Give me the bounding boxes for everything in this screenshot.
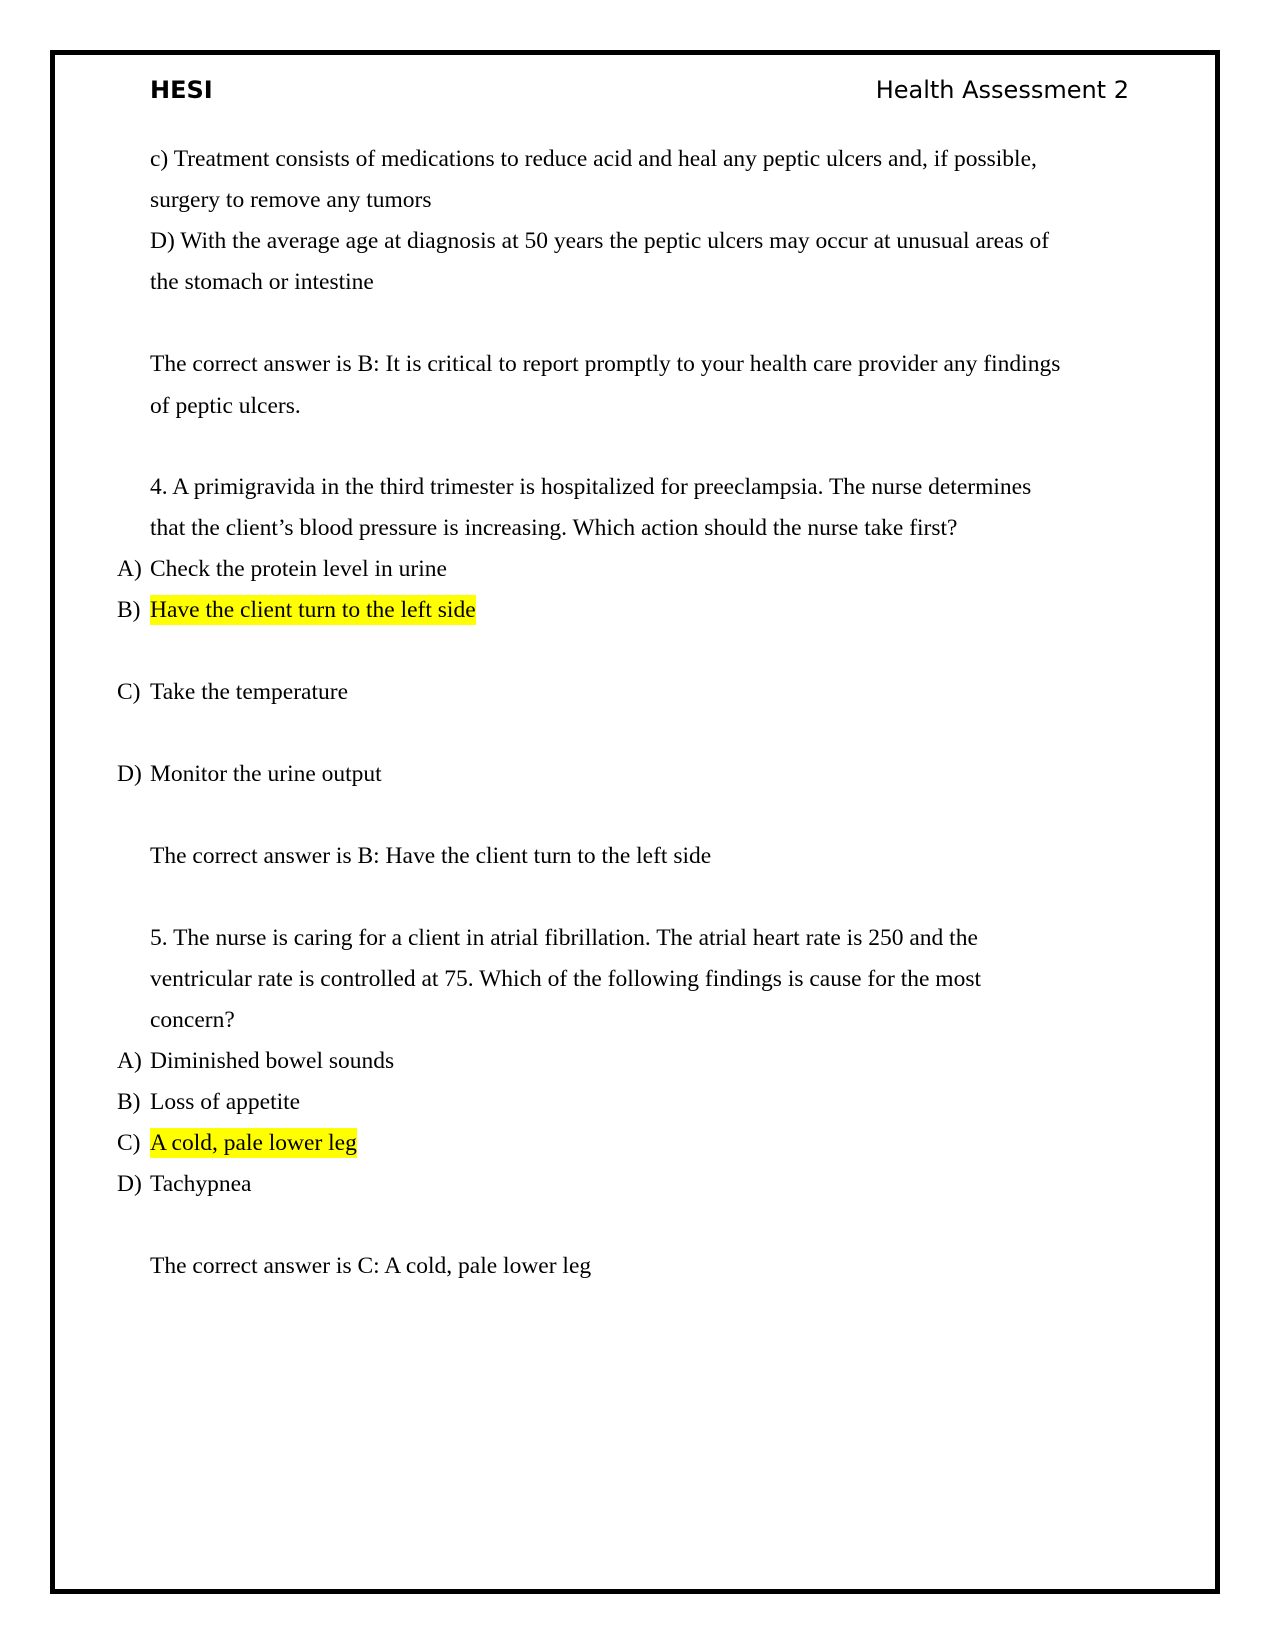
q3-option-c-line1: c) Treatment consists of medications to reduce acid and heal any peptic ulcers and, if possible,	[150, 146, 1037, 172]
option-letter: D)	[117, 761, 142, 787]
option-text: Take the temperature	[150, 679, 348, 705]
q5-stem-line2: ventricular rate is controlled at 75. Which of the following findings is cause for the most	[150, 966, 981, 992]
q4-stem-line1: 4. A primigravida in the third trimester is hospitalized for preeclampsia. The nurse determines	[150, 474, 1032, 500]
option-text: Loss of appetite	[150, 1089, 301, 1115]
header-subtitle: Health Assessment 2	[875, 76, 1129, 104]
q5-stem-line1: 5. The nurse is caring for a client in atrial fibrillation. The atrial heart rate is 250 and the	[150, 925, 978, 951]
q3-option-c-line2: surgery to remove any tumors	[150, 187, 432, 213]
option-text-highlighted: Have the client turn to the left side	[150, 597, 476, 623]
q3-answer-line1: The correct answer is B: It is critical to report promptly to your health care provider any findings	[150, 351, 1061, 377]
option-letter: B)	[117, 597, 141, 623]
q5-stem-line3: concern?	[150, 1007, 235, 1033]
q3-option-d-line1: D) With the average age at diagnosis at 50 years the peptic ulcers may occur at unusual areas of	[150, 228, 1050, 254]
option-text: Diminished bowel sounds	[150, 1048, 395, 1074]
q3-option-d-line2: the stomach or intestine	[150, 269, 374, 295]
option-letter: B)	[117, 1089, 141, 1115]
option-letter: A)	[117, 1048, 142, 1074]
header-title: HESI	[150, 76, 213, 104]
option-text: Monitor the urine output	[150, 761, 382, 787]
option-text: Tachypnea	[150, 1171, 252, 1197]
q4-answer: The correct answer is B: Have the client turn to the left side	[150, 843, 712, 869]
option-text-highlighted: A cold, pale lower leg	[150, 1130, 357, 1156]
q5-answer: The correct answer is C: A cold, pale lower leg	[150, 1253, 592, 1279]
option-letter: C)	[117, 1130, 141, 1156]
q3-answer-line2: of peptic ulcers.	[150, 393, 301, 419]
q4-stem-line2: that the client’s blood pressure is increasing. Which action should the nurse take first?	[150, 515, 958, 541]
option-text: Check the protein level in urine	[150, 556, 447, 582]
option-letter: C)	[117, 679, 141, 705]
option-letter: A)	[117, 556, 142, 582]
option-letter: D)	[117, 1171, 142, 1197]
